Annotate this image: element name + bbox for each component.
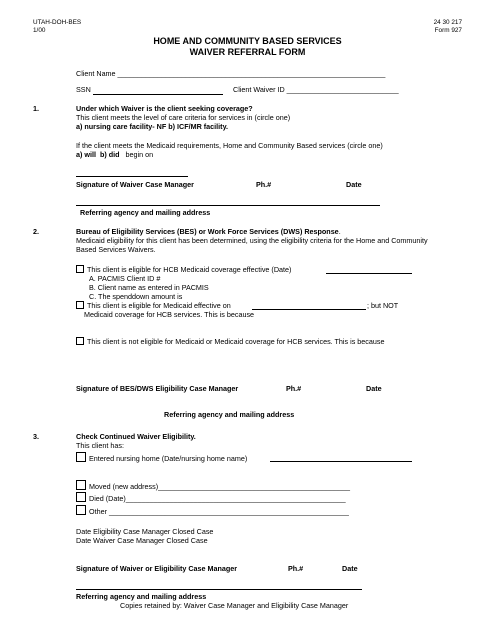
form-number: Form 927	[434, 27, 462, 34]
spenddown-amount: C. The spenddown amount is	[89, 292, 183, 301]
checkbox-died[interactable]	[76, 492, 86, 502]
form-agency-code: UTAH-DOH-BES	[33, 19, 82, 26]
section-2-number: 2.	[33, 227, 39, 236]
page-subtitle: WAIVER REFERRAL FORM	[189, 47, 306, 57]
eligible-hcb-option[interactable]: This client is eligible for HCB Medicaid coverage effective (Date)	[76, 265, 291, 274]
begin-on-label: begin on	[125, 150, 154, 159]
section-1-text-2: If the client meets the Medicaid requirements, Home and Community Based services (circle one)	[76, 141, 383, 150]
final-signature-label: Signature of Waiver or Eligibility Case Manager	[76, 564, 238, 573]
bes-signature-label: Signature of BES/DWS Eligibility Case Manager	[76, 384, 239, 393]
nursing-home-field[interactable]	[270, 461, 412, 462]
section-2-heading: Bureau of Eligibility Services (BES) or Work Force Services (DWS) Response.	[76, 227, 341, 236]
section-2-intro: Medicaid eligibility for this client has been determined, using the eligibility criteria for the Home and Community Based Services Waivers.	[76, 236, 428, 254]
checkbox-eligible-hcb[interactable]	[76, 265, 84, 273]
but-not-label: ; but NOT	[367, 301, 399, 310]
final-referring-agency-label: Referring agency and mailing address	[76, 592, 207, 601]
option-did[interactable]: b) did	[99, 150, 120, 159]
form-number-code: 24 30 217	[433, 19, 462, 26]
signature-label: Signature of Waiver Case Manager	[76, 180, 194, 189]
final-phone-label: Ph.#	[288, 564, 304, 573]
section-1-heading: Under which Waiver is the client seeking coverage?	[76, 104, 253, 113]
waiver-closed-date: Date Waiver Case Manager Closed Case	[76, 536, 208, 545]
page-title: HOME AND COMMUNITY BASED SERVICES	[153, 36, 342, 46]
service-options[interactable]	[76, 150, 153, 159]
phone-label: Ph.#	[256, 180, 272, 189]
checkbox-moved[interactable]	[76, 480, 86, 490]
checkbox-eligible-medicaid[interactable]	[76, 301, 84, 309]
client-name-field[interactable]: Client Name ___________________________________________________________________	[76, 69, 386, 78]
other-option[interactable]: Other ____________________________________________________________	[76, 505, 349, 516]
ssn-label: SSN	[76, 85, 91, 94]
checkbox-other[interactable]	[76, 505, 86, 515]
final-referring-agency-line[interactable]	[76, 589, 362, 590]
medicaid-reason-label: Medicaid coverage for HCB services. This is because	[84, 310, 255, 319]
died-option[interactable]: Died (Date)_______________________________________________________	[76, 492, 346, 503]
bes-phone-label: Ph.#	[286, 384, 302, 393]
referring-agency-line[interactable]	[76, 205, 380, 206]
signature-line[interactable]	[76, 176, 188, 177]
section-3-heading: Check Continued Waiver Eligibility.	[76, 432, 196, 441]
eligible-hcb-date-field[interactable]	[326, 273, 412, 274]
entered-nursing-home-option[interactable]: Entered nursing home (Date/nursing home name)	[76, 452, 247, 463]
client-waiver-id-field[interactable]: Client Waiver ID ____________________________	[233, 85, 399, 94]
section-3-text: This client has:	[76, 441, 124, 450]
final-date-label: Date	[342, 564, 358, 573]
bes-date-label: Date	[366, 384, 382, 393]
section-1-text: This client meets the level of care criteria for services in (circle one)	[76, 113, 291, 122]
pacmis-client-name: B. Client name as entered in PACMIS	[89, 283, 209, 292]
bes-referring-agency-label: Referring agency and mailing address	[164, 410, 295, 419]
copies-retained-note: Copies retained by: Waiver Case Manager and Eligibility Case Manager	[120, 601, 349, 610]
date-label: Date	[346, 180, 362, 189]
not-eligible-option[interactable]: This client is not eligible for Medicaid or Medicaid coverage for HCB services. This is because	[76, 337, 384, 346]
section-3-number: 3.	[33, 432, 39, 441]
eligible-medicaid-option[interactable]: This client is eligible for Medicaid effective on	[76, 301, 231, 310]
checkbox-not-eligible[interactable]	[76, 337, 84, 345]
checkbox-entered-nursing-home[interactable]	[76, 452, 86, 462]
section-1-number: 1.	[33, 104, 39, 113]
facility-options[interactable]: a) nursing care facility- NF b) ICF/MR facility.	[76, 122, 229, 131]
pacmis-client-id: A. PACMIS Client ID #	[89, 274, 161, 283]
moved-option[interactable]: Moved (new address)________________________________________________	[76, 480, 350, 491]
form-date-code: 1/00	[33, 27, 46, 34]
referring-agency-label: Referring agency and mailing address	[80, 208, 211, 217]
eligibility-closed-date: Date Eligibility Case Manager Closed Case	[76, 527, 214, 536]
option-will[interactable]: a) will	[76, 150, 96, 159]
ssn-field[interactable]	[93, 94, 223, 95]
medicaid-date-field[interactable]	[252, 309, 366, 310]
